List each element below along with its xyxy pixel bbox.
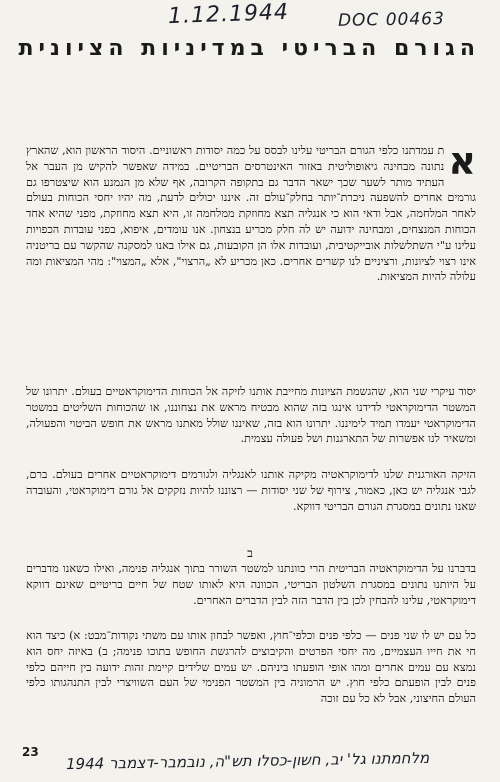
page-number: 23 xyxy=(22,745,39,759)
handwritten-date: 1.12.1944 xyxy=(167,0,290,30)
handwritten-source-note: מלחמתנו גל' יב, חשון-כסלו תש"ה, נובמבר-דצמבר 1944 xyxy=(65,748,430,774)
paragraph-2: יסוד עיקרי שני הוא, שהגשמת הציונות מחייבת אותנו לזיקה אל הכוחות הדימוקראטיים בעולם. יתרונו של המשטר הדימוקראטי לדידנו אינגו בזה שהוא מבטיח מראש את נצחוננו, או שהכוחות השליטים במשטר הדימוקראטי יעמדו תמיד לימיננו. יתרונו הוא בזה, שאיננו שולל מאתנו מראש את חופש הביטוי והפעולה, ומשאיר לנו אפשרות של התארגנות ושל פעולה עצמית. xyxy=(26,385,476,446)
drop-cap: א xyxy=(448,139,476,183)
document-number: DOC 00463 xyxy=(337,9,445,31)
paragraph-5: כל עם יש לו שני פנים — כלפי פנים וכלפי־חוץ, ואפשר לבחון אותו עם משתי נקודות־מבט: א) כיצד הוא חי את חייו העצמיים, מה יחסי הפרטים והקיבוצים להרגשת החופש בתוכו פנימה; ב) באיזה יחס הוא נמצא עם עמים אחרים ומהו אופי הופעתו ביניהם. יש עמים שלידים קיימת זהות ידועה בין חייהם כלפי פנים לבין הופעתם כלפי חוץ. יש הרמוניה בין המשטר הפנימי של העם השוויצרי לבין התנהגותו כלפי העולם החיצוני, אבל לא כל עם זוכה xyxy=(26,629,476,706)
section-heading-b: ב xyxy=(247,546,253,560)
paragraph-3: הזיקה האורגנית שלנו לדימוקראטיה מקיקה אותנו לאנגליה ולגורמים דימוקראטיים אחרים בעולם. ברם, לגבי אנגליה יש כאן, כאמור, צירוף של שני יסודות — רצוננו להיות נזקקים אל גורם דימוקראטי, והעובדה שאנו נתונים במסגרת הגורם הבריטי דווקא. xyxy=(26,468,476,513)
paragraph-1 xyxy=(26,139,476,285)
article-title: הגורם הבריטי במדיניות הציונית xyxy=(18,36,480,61)
paragraph-1-text: ת עמדתנו כלפי הגורם הבריטי עלינו לבסס על כמה יסודות ראשוניים. היסוד הראשון הוא, שהארץ נתונה מבחינה גיאופוליטית באזור האינטרסים הבריטיים. במידה שאפשר להקיש מן העבר אל העתיד מותר לשער שכך ישאר הדבר גם בתקופה הקרובה, אף שלא מן הנמנע הוא שיצטרפו גם גורמים אחרים להשפעה ניכרת־יותר בחלק־עולם זה. איננו יכולים לדעת, מה יהיו יחסי הכוחות בעולם לאחר המלחמה, אבל ודאי הוא כי אנגליה תצא מחוזקת ממלחמה זו, היא תצא מחוזקת, מפני שהיא אחד הכוחות המנצחים, ומבחינה ידועה יש לה חלק מכריע בנצחון. אנו עומדים, איפוא, בפני עובדות הכפויות עלינו ע"י השתלשלות אובייקטיבית, ועובדות אלו הן הקובעות, גם אילו באנו למסקנה שהקשר עם בריטניה אינו רצוי לציונות, ורציניים לנו קשרים אחרים. כאן מכריע לא „הרצוי", אלא „המצוי": מהי המציאות ומה עלולה להיות המציאות. xyxy=(26,144,476,284)
paragraph-4: בדברנו על הדימוקראטיה הבריטית הרי כוונתנו למשטר השורר בתוך אנגליה פנימה, ואילו כשאנו מדברים על היותנו נתונים במסגרת השלטון הבריטי, הכוונה היא לאותו שטח של חיים בריטיים שאינם דווקא דימוקראטי, עלינו להבחין לכן בין הדבר הזה לבין הדברים האחרים. xyxy=(26,562,476,607)
